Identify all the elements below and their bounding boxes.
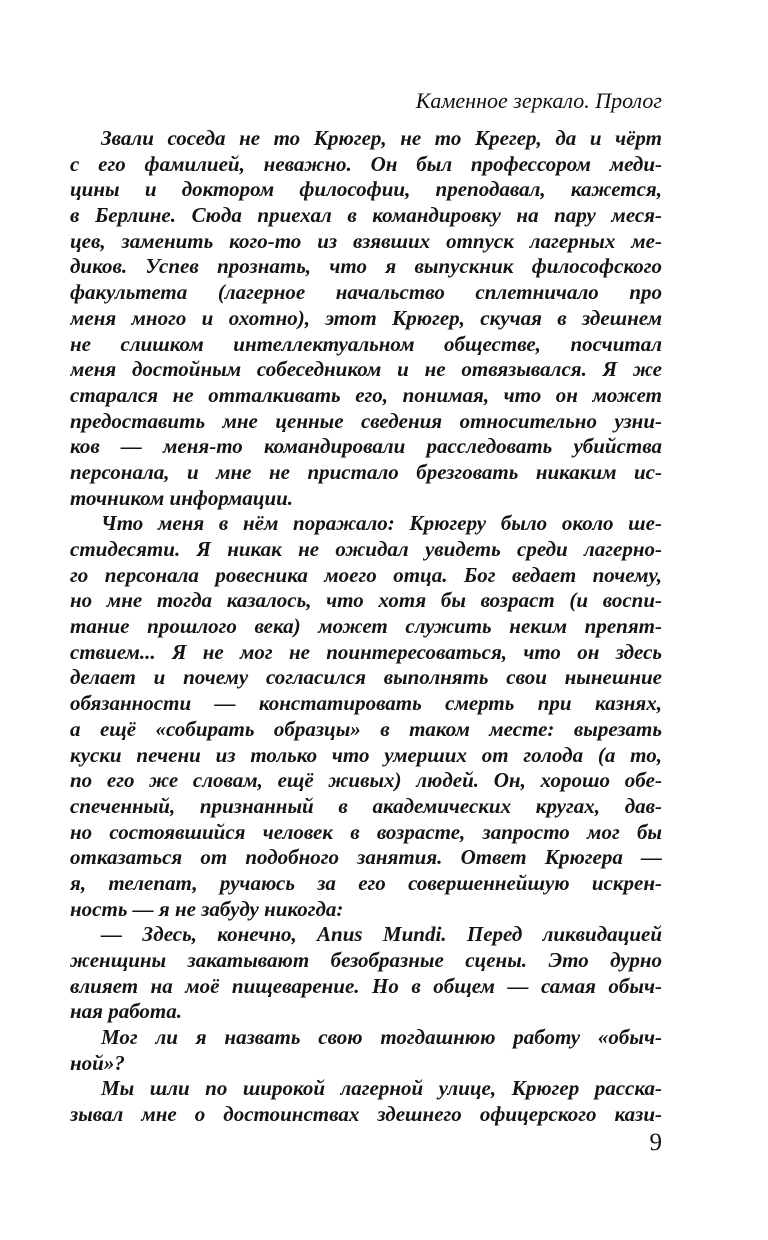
running-header: Каменное зеркало. Пролог xyxy=(415,88,662,113)
text-line: но состоявшийся человек в возрасте, запросто мог бы xyxy=(70,819,662,844)
text-line: старался не отталкивать его, понимая, что он может xyxy=(70,382,662,407)
text-line: спеченный, признанный в академических кругах, дав- xyxy=(70,793,662,818)
paragraph xyxy=(70,1025,662,1076)
text-line: диков. Успев прознать, что я выпускник философского xyxy=(70,254,662,279)
text-line: зывал мне о достоинствах здешнего офицерского кази- xyxy=(70,1102,662,1127)
text-line: предоставить мне ценные сведения относительно узни- xyxy=(70,408,662,433)
text-line: стидесяти. Я никак не ожидал увидеть среди лагерно- xyxy=(70,537,662,561)
text-line: влияет на моё пищеварение. Но в общем — самая обыч- xyxy=(70,973,662,998)
text-line: ность — я не забуду никогда: xyxy=(70,896,344,921)
text-line: по его же словам, ещё живых) людей. Он, хорошо обе- xyxy=(70,768,662,793)
paragraph xyxy=(70,922,662,1025)
text-line: тание прошлого века) может служить неким препят- xyxy=(70,614,662,639)
text-line: цев, заменить кого-то из взявших отпуск лагерных ме- xyxy=(70,228,662,253)
text-line: Что меня в нём поражало: Крюгеру было около ше- xyxy=(101,511,662,536)
text-line: ной»? xyxy=(70,1050,125,1075)
paragraph xyxy=(70,511,662,922)
paragraph xyxy=(70,1076,662,1127)
text-line: факультета (лагерное начальство сплетничало про xyxy=(70,280,662,305)
text-line: я, телепат, ручаюсь за его совершеннейшую искрен- xyxy=(70,870,662,895)
text-line: делает и почему согласился выполнять свои нынешние xyxy=(70,665,662,690)
text-line: персонала, и мне не пристало брезговать никаким ис- xyxy=(70,459,662,484)
text-line: го персонала ровесника моего отца. Бог ведает почему, xyxy=(70,562,662,587)
text-line: цины и доктором философии, преподавал, кажется, xyxy=(70,177,662,202)
text-line: женщины закатывают безобразные сцены. Это дурно xyxy=(70,948,662,972)
text-line: меня много и охотно), этот Крюгер, скучая в здешнем xyxy=(70,305,662,330)
text-line: точником информации. xyxy=(70,485,294,510)
text-line: а ещё «собирать образцы» в таком месте: вырезать xyxy=(70,716,662,741)
text-line: ная работа. xyxy=(70,999,183,1024)
text-line: — Здесь, конечно, Anus Mundi. Перед ликвидацией xyxy=(101,922,662,947)
text-line: куски печени из только что умерших от голода (а то, xyxy=(70,742,662,767)
text-line: не слишком интеллектуальном обществе, посчитал xyxy=(70,331,662,356)
body-text xyxy=(70,126,662,1128)
text-line: обязанности — констатировать смерть при казнях, xyxy=(70,691,662,716)
text-line: Звали соседа не то Крюгер, не то Крегер, да и чёрт xyxy=(101,126,662,150)
paragraph xyxy=(70,126,662,511)
text-line: но мне тогда казалось, что хотя бы возраст (и воспи- xyxy=(70,588,662,613)
text-line: в Берлине. Сюда приехал в командировку на пару меся- xyxy=(70,203,662,228)
text-line: Мог ли я назвать свою тогдашнюю работу «обыч- xyxy=(101,1025,662,1050)
text-line: с его фамилией, неважно. Он был профессором меди- xyxy=(70,151,662,176)
text-line: меня достойным собеседником и не отвязывался. Я же xyxy=(70,357,662,382)
text-line: Мы шли по широкой лагерной улице, Крюгер расска- xyxy=(101,1076,662,1101)
text-line: ков — меня-то командировали расследовать убийства xyxy=(70,434,662,459)
text-line: ствием... Я не мог не поинтересоваться, что он здесь xyxy=(70,639,662,664)
page-number: 9 xyxy=(649,1129,662,1156)
text-line: отказаться от подобного занятия. Ответ Крюгера — xyxy=(70,845,662,870)
